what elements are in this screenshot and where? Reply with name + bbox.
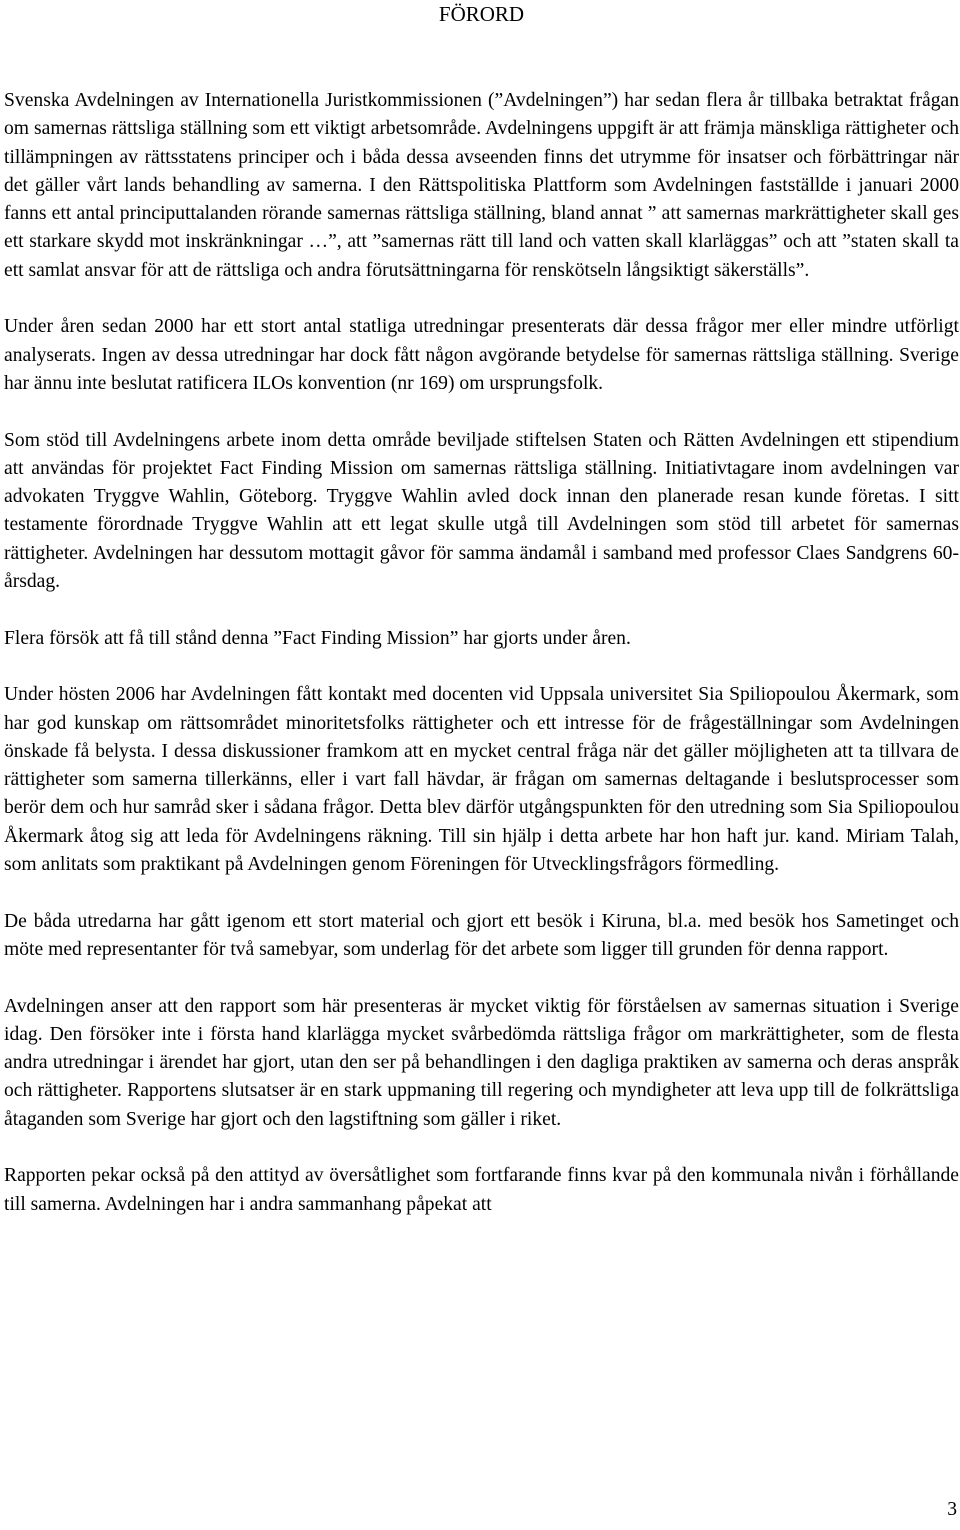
- page-title: FÖRORD: [438, 2, 525, 26]
- paragraph-5: Under hösten 2006 har Avdelningen fått kontakt med docenten vid Uppsala universitet Sia Spiliopoulou Åkermark, som har god kunskap om rättsområdet minoritetsfolks rättigheter och ett intresse för de frågeställningar som Avdelningen önskade få belysta. I dessa diskussioner framkom att en mycket central fråga när det gäller möjligheten att ta tillvara de rättigheter som samerna tillerkänns, eller i vart fall hävdar, är frågan om samernas deltagande i beslutsprocesser som berör dem och hur samråd sker i sådana frågor. Detta blev därför utgångspunkten för den utredning som Sia Spiliopoulou Åkermark åtog sig att leda för Avdelningens räkning. Till sin hjälp i detta arbete har hon haft jur. kand. Miriam Talah, som anlitats som praktikant på Avdelningen genom Föreningen för Utvecklingsfrågors förmedling.: [4, 684, 959, 876]
- paragraph-8: Rapporten pekar också på den attityd av översåtlighet som fortfarande finns kvar på den kommunala nivån i förhållande till samerna. Avdelningen har i andra sammanhang påpekat att: [4, 1165, 959, 1215]
- paragraph-4: Flera försök att få till stånd denna ”Fact Finding Mission” har gjorts under åren.: [4, 627, 631, 649]
- page-number: 3: [947, 1499, 957, 1520]
- paragraph-2: Under åren sedan 2000 har ett stort antal statliga utredningar presenterats där dessa frågor mer eller mindre utförligt analyserats. Ingen av dessa utredningar har dock fått någon avgörande betydelse för samernas rättsliga ställning. Sverige har ännu inte beslutat ratificera ILOs konvention (nr 169) om ursprungsfolk.: [4, 316, 959, 394]
- paragraph-6: De båda utredarna har gått igenom ett stort material och gjort ett besök i Kiruna, bl.a. med besök hos Sametinget och möte med representanter för två samebyar, som underlag för det arbete som ligger till grunden för denna rapport.: [4, 910, 959, 960]
- document-page: [4, 0, 959, 1219]
- body-text: [4, 87, 959, 1219]
- paragraph-7: Avdelningen anser att den rapport som här presenteras är mycket viktig för förståelsen av samernas situation i Sverige idag. Den försöker inte i första hand klarlägga mycket svårbedömda rättsliga frågor om markrättigheter, som de flesta andra utredningar i ärendet har gjort, utan den ser på behandlingen i den dagliga praktiken av samerna och deras anspråk och rättigheter. Rapportens slutsatser är en stark uppmaning till regering och myndigheter att leva upp till de folkrättsliga åtaganden som Sverige har gjort och den lagstiftning som gäller i riket.: [4, 995, 959, 1130]
- paragraph-3: Som stöd till Avdelningens arbete inom detta område beviljade stiftelsen Staten och Rätten Avdelningen ett stipendium att användas för projektet Fact Finding Mission om samernas rättsliga ställning. Initiativtagare inom avdelningen var advokaten Tryggve Wahlin, Göteborg. Tryggve Wahlin avled dock innan den planerade resan kunde företas. I sitt testamente förordnade Tryggve Wahlin att ett legat skulle utgå till Avdelningen som stöd till arbetet för samernas rättigheter. Avdelningen har dessutom mottagit gåvor för samma ändamål i samband med professor Claes Sandgrens 60-årsdag.: [4, 429, 959, 593]
- paragraph-1: Svenska Avdelningen av Internationella Juristkommissionen (”Avdelningen”) har sedan flera år tillbaka betraktat frågan om samernas rättsliga ställning som ett viktigt arbetsområde. Avdelningens uppgift är att främja mänskliga rättigheter och tillämpningen av rättsstatens principer och i båda dessa avseenden finns det utrymme för insatser och förbättringar när det gäller vårt lands behandling av samerna. I den Rättspolitiska Plattform som Avdelningen fastställde i januari 2000 fanns ett antal principuttalanden rörande samernas rättsliga ställning, bland annat ” att samernas markrättigheter skall ges ett starkare skydd mot inskränkningar …”, att ”samernas rätt till land och vatten skall klarläggas” och att ”staten skall ta ett samlat ansvar för att de rättsliga och andra förutsättningarna för renskötseln långsiktigt säkerställs”.: [4, 90, 959, 281]
